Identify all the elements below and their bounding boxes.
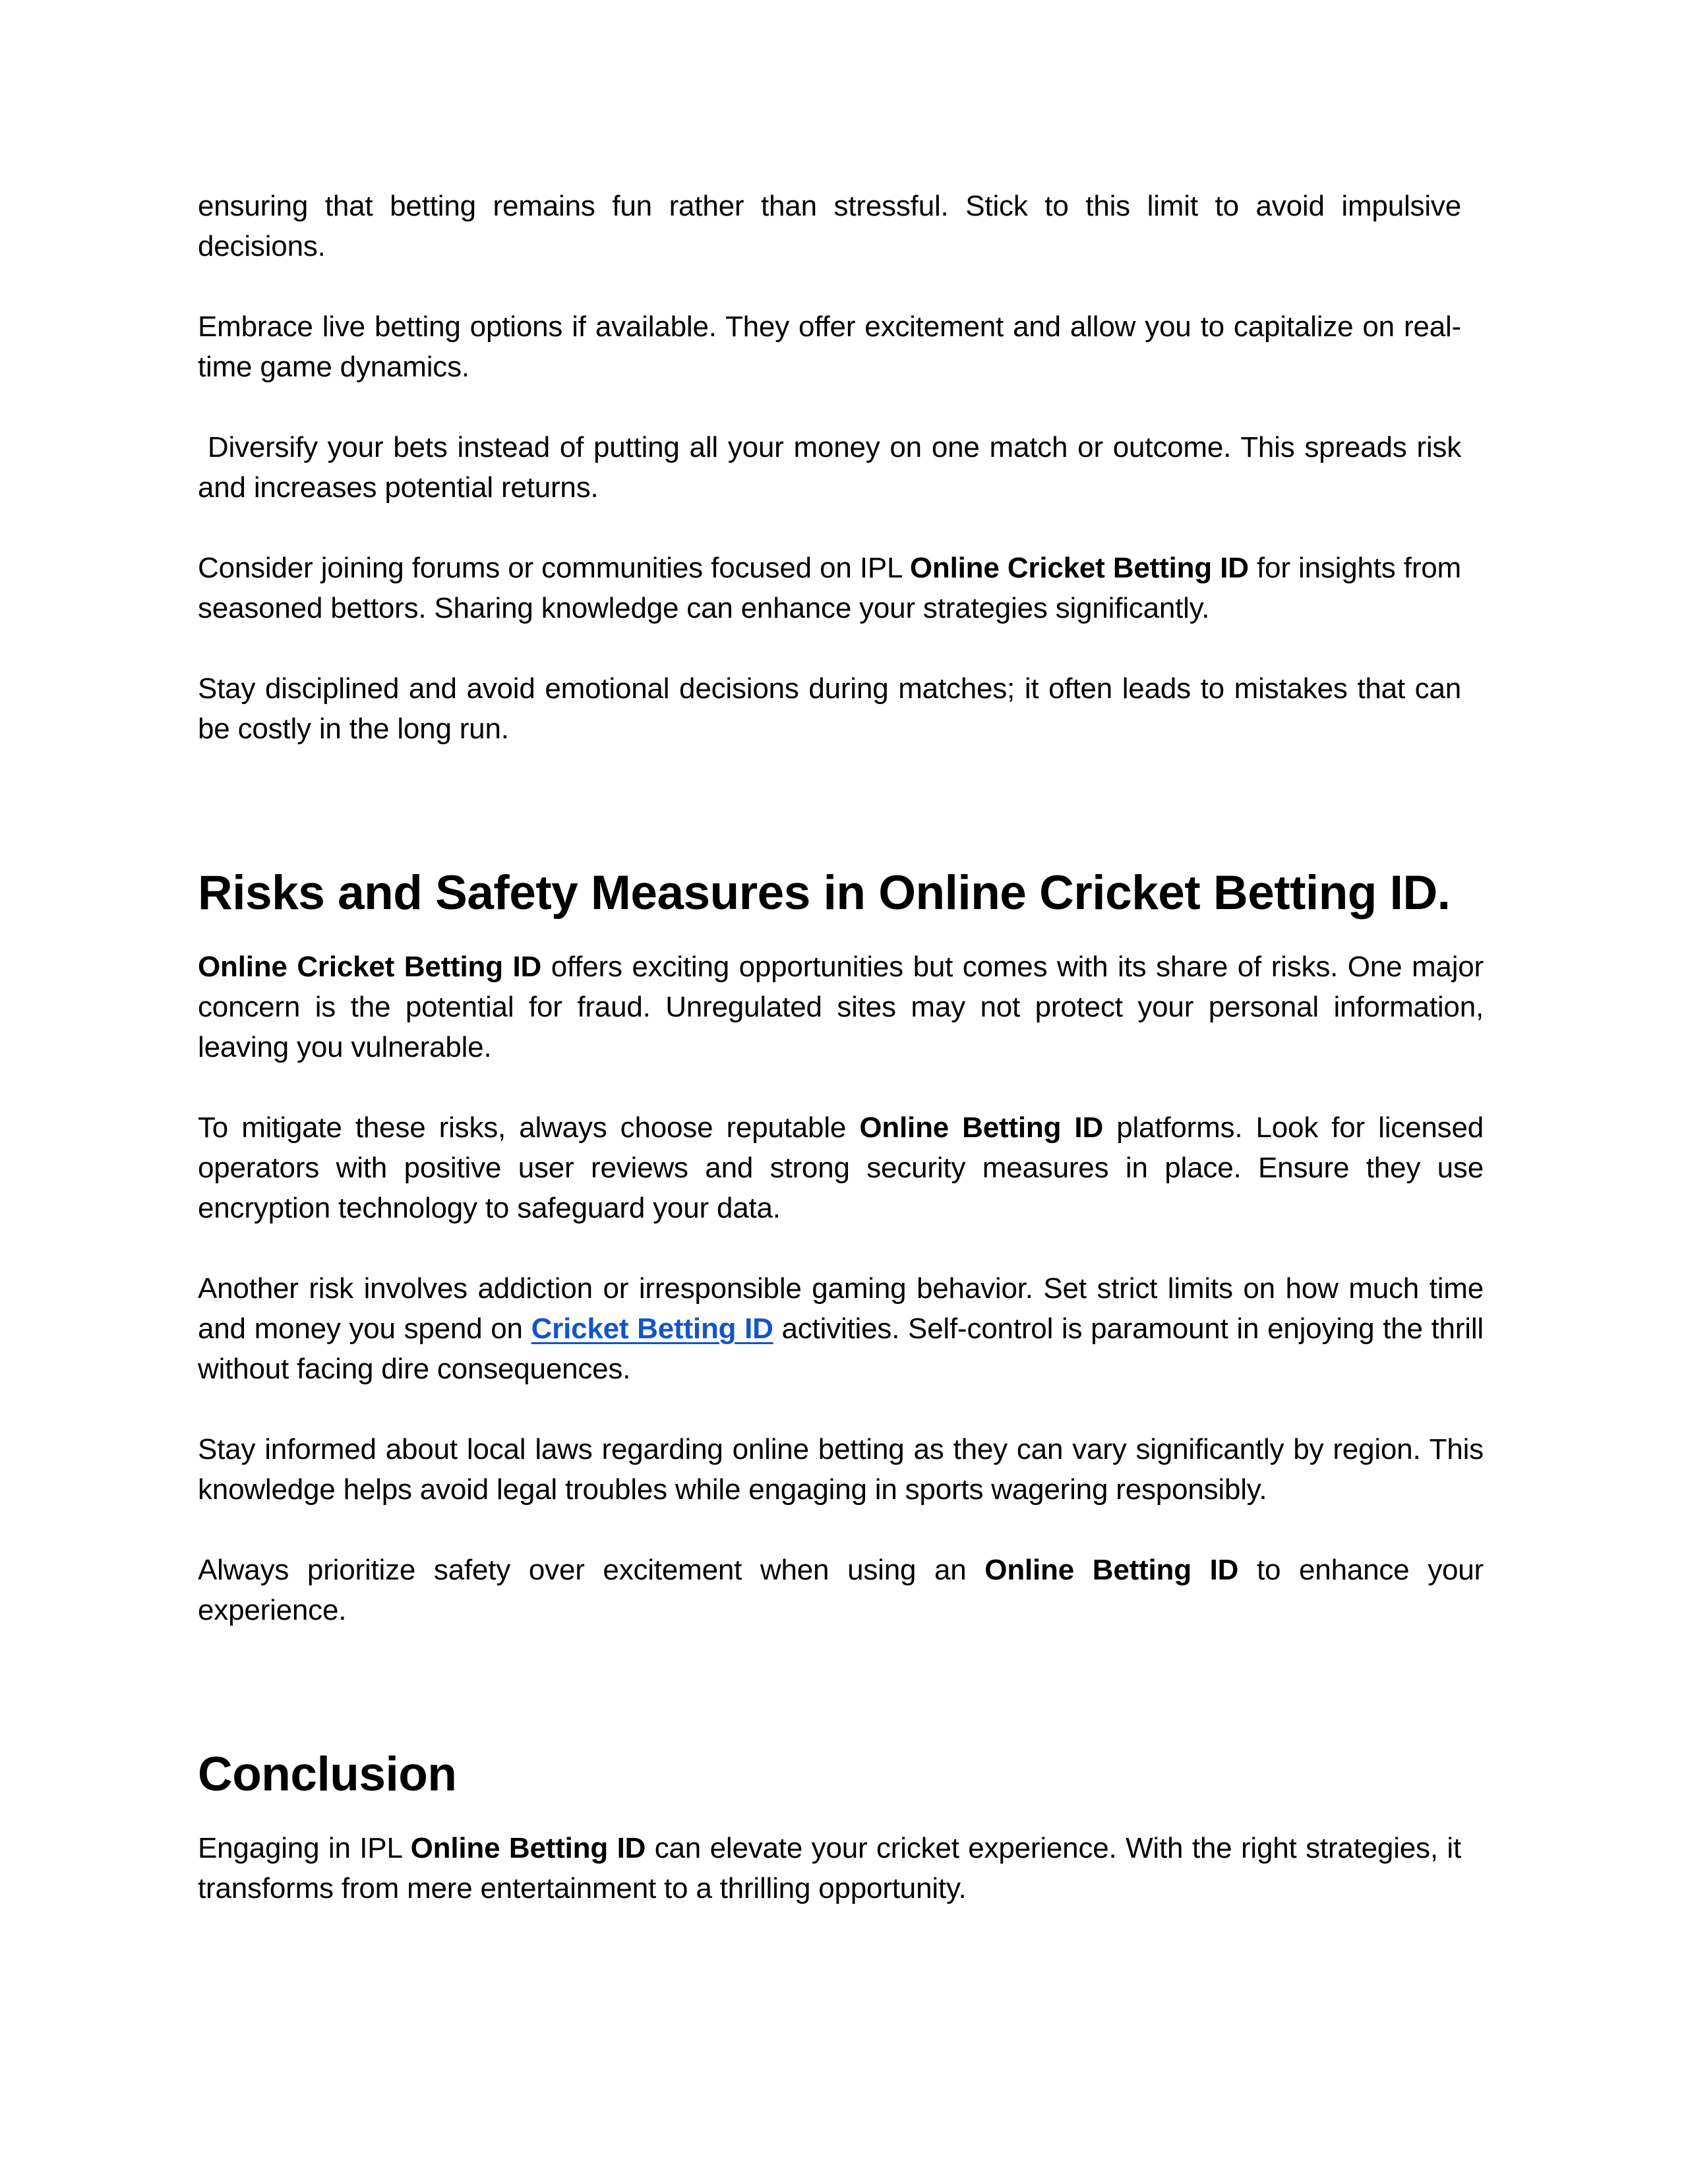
- paragraph-conclusion: Engaging in IPL Online Betting ID can elevate your cricket experience. With the right strategies, it transforms from mere entertainment to a thrilling opportunity.: [198, 1832, 1462, 1904]
- paragraph-forums: Consider joining forums or communities focused on IPL Online Cricket Betting ID for insights from seasoned bettors. Sharing knowledge can enhance your strategies significantly.: [198, 552, 1462, 624]
- bold-keyword: Online Cricket Betting ID: [198, 951, 542, 983]
- paragraph-discipline: Stay disciplined and avoid emotional decisions during matches; it often leads to mistakes that can be costly in the long run.: [198, 672, 1461, 745]
- document-page: [198, 186, 1484, 1949]
- bold-keyword: Online Betting ID: [410, 1832, 646, 1864]
- paragraph-risks-intro: Online Cricket Betting ID offers exciting opportunities but comes with its share of risks. One major concern is the potential for fraud. Unregulated sites may not protect your personal information, leaving you vulnerable.: [198, 951, 1484, 1063]
- paragraph-live-betting: Embrace live betting options if available. They offer excitement and allow you to capitalize on real-time game dynamics.: [198, 310, 1461, 383]
- paragraph-mitigate: To mitigate these risks, always choose reputable Online Betting ID platforms. Look for licensed operators with positive user reviews and strong security measures in place. Ensure they use encryption technology to safeguard your data.: [198, 1111, 1484, 1224]
- section-heading-conclusion: Conclusion: [198, 1748, 457, 1801]
- bold-keyword: Online Betting ID: [859, 1111, 1104, 1144]
- paragraph-addiction: Another risk involves addiction or irresponsible gaming behavior. Set strict limits on how much time and money you spend on Cricket Betting ID activities. Self-control is paramount in enjoying the thrill without facing dire consequences.: [198, 1272, 1484, 1385]
- bold-keyword: Online Cricket Betting ID: [909, 552, 1249, 584]
- paragraph-diversify: Diversify your bets instead of putting all your money on one match or outcome. This spreads risk and increases potential returns.: [198, 431, 1470, 504]
- cricket-betting-id-link[interactable]: Cricket Betting ID: [531, 1313, 773, 1345]
- section-heading-risks: Risks and Safety Measures in Online Cricket Betting ID.: [198, 866, 1451, 920]
- paragraph-local-laws: Stay informed about local laws regarding online betting as they can vary significantly by region. This knowledge helps avoid legal troubles while engaging in sports wagering responsibly.: [198, 1433, 1484, 1506]
- paragraph-prioritize-safety: Always prioritize safety over excitement when using an Online Betting ID to enhance your experience.: [198, 1554, 1484, 1626]
- bold-keyword: Online Betting ID: [984, 1554, 1239, 1586]
- paragraph-spending-limit: ensuring that betting remains fun rather than stressful. Stick to this limit to avoid impulsive decisions.: [198, 190, 1461, 262]
